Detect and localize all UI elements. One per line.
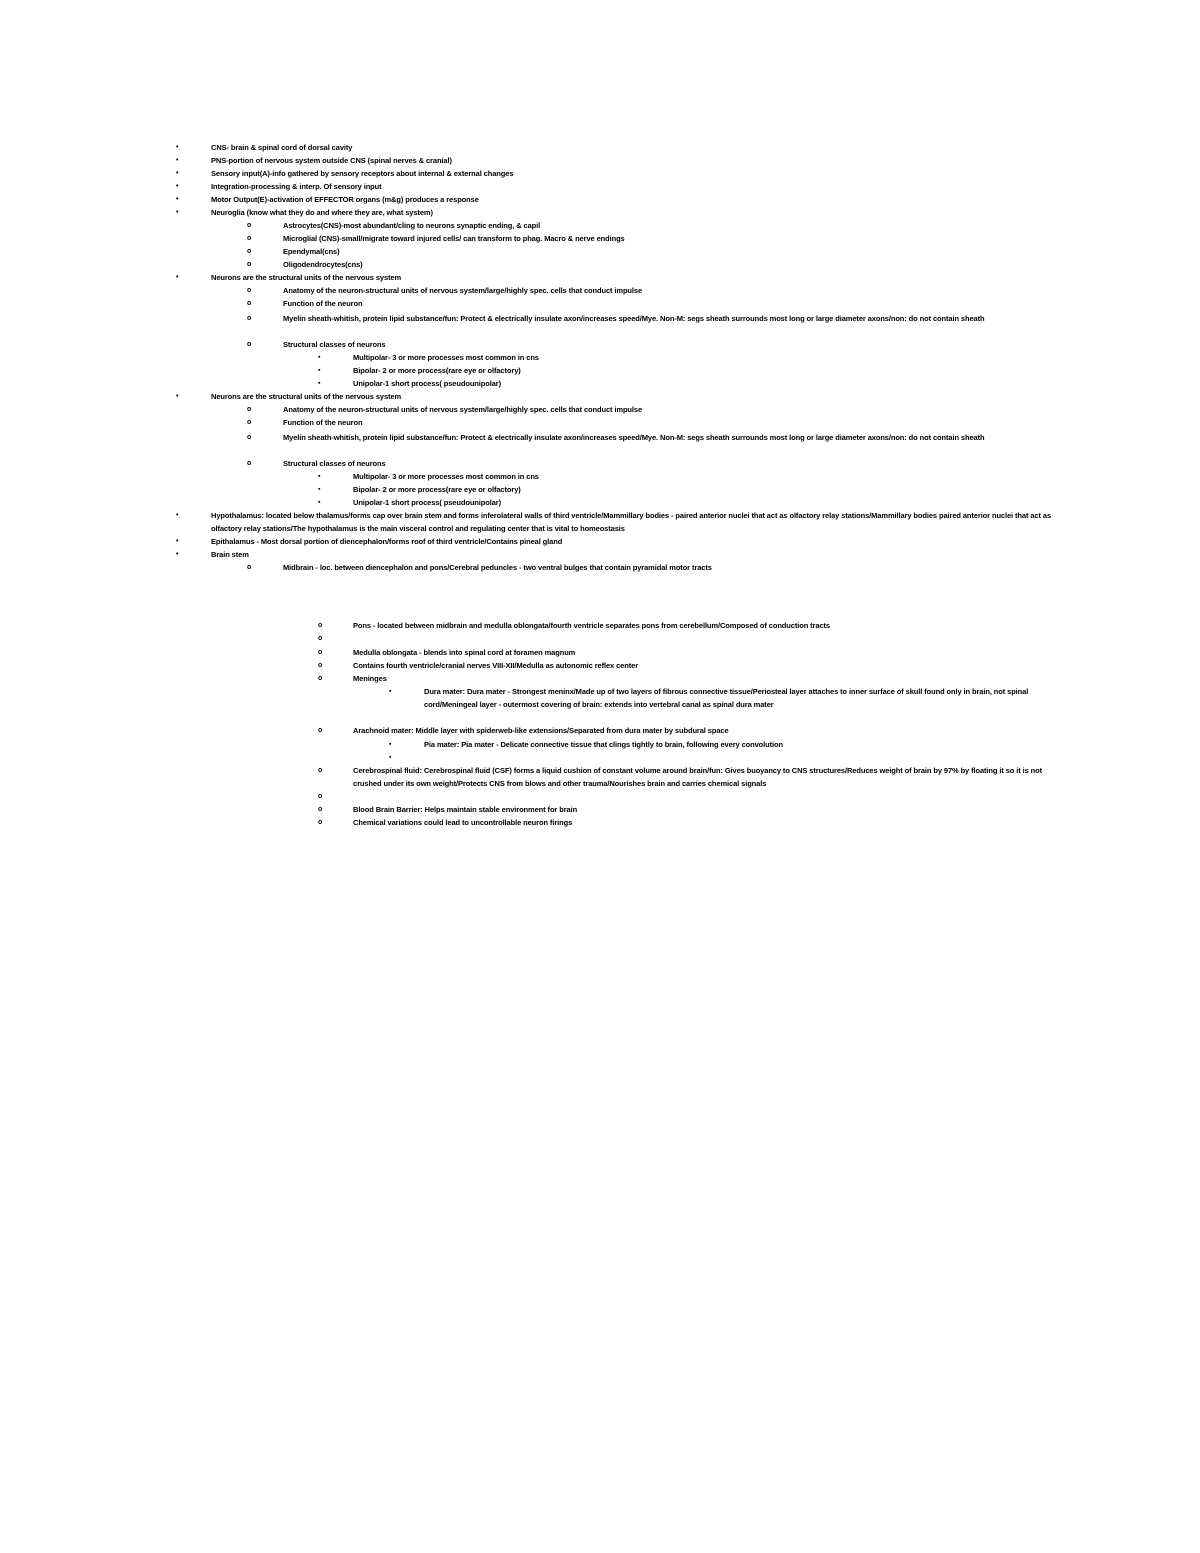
list-item: Microglial (CNS)-small/migrate toward injured cells/ can transform to phag. Macro & nerve endings	[283, 234, 625, 243]
list-item: Function of the neuron	[283, 299, 363, 308]
bullet-l2: o	[318, 767, 323, 774]
bullet-l3: ▪	[389, 754, 392, 761]
list-item: Bipolar- 2 or more process(rare eye or olfactory)	[353, 485, 521, 494]
list-item: Cerebrospinal fluid: Cerebrospinal fluid (CSF) forms a liquid cushion of constant volume around brain/fun: Gives buoyancy to CNS structures/Reduces weight of brain by 97% by floating it so it is not crushed under its own weight/Protects CNS from blows and other trauma/Nourishes brain and carries chemical signals	[353, 766, 1043, 788]
bullet-l3: ▪	[318, 380, 321, 387]
bullet-l2: o	[247, 419, 252, 426]
bullet-l2: o	[247, 434, 252, 441]
bullet-l2: o	[247, 287, 252, 294]
list-item: Structural classes of neurons	[283, 459, 386, 468]
bullet-l2: o	[247, 564, 252, 571]
list-item: Multipolar- 3 or more processes most common in cns	[353, 472, 539, 481]
bullet-l2: o	[247, 222, 252, 229]
bullet-l2: o	[318, 819, 323, 826]
list-item: Bipolar- 2 or more process(rare eye or olfactory)	[353, 366, 521, 375]
list-item: Hypothalamus: located below thalamus/forms cap over brain stem and forms inferolateral walls of third ventricle/Mammillary bodies - paired anterior nuclei that act as olfactory relay stations/Mammillary bodies paired anterior nuclei that act as olfactory relay stations/The hypothalamus is the main visceral control and regulating center that is vital to homeostasis	[211, 511, 1052, 533]
bullet-l2: o	[247, 261, 252, 268]
list-item: Structural classes of neurons	[283, 340, 386, 349]
bullet-l2: o	[247, 460, 252, 467]
bullet-l2: o	[318, 806, 323, 813]
list-item: Oligodendrocytes(cns)	[283, 260, 363, 269]
list-item: Astrocytes(CNS)-most abundant/cling to neurons synaptic ending, & capil	[283, 221, 541, 230]
list-item: Chemical variations could lead to uncontrollable neuron firings	[353, 818, 573, 827]
list-item: Neurons are the structural units of the nervous system	[211, 273, 402, 282]
bullet-l2: o	[318, 635, 323, 642]
bullet-l2: o	[247, 315, 252, 322]
list-item: Motor Output(E)-activation of EFFECTOR organs (m&g) produces a response	[211, 195, 479, 204]
list-item: Integration-processing & interp. Of sensory input	[211, 182, 382, 191]
bullet-l3: ▪	[318, 367, 321, 374]
list-item: Ependymal(cns)	[283, 247, 340, 256]
bullet-l2: o	[318, 675, 323, 682]
bullet-l3: ▪	[318, 473, 321, 480]
bullet-l3: ▪	[318, 499, 321, 506]
list-item: CNS- brain & spinal cord of dorsal cavity	[211, 143, 353, 152]
bullet-l3: ▪	[318, 486, 321, 493]
bullet-l2: o	[318, 649, 323, 656]
list-item: Neuroglia (know what they do and where they are, what system)	[211, 208, 433, 217]
list-item: Medulla oblongata - blends into spinal cord at foramen magnum	[353, 648, 576, 657]
list-item: Myelin sheath-whitish, protein lipid substance/fun: Protect & electrically insulate axon/increases speed/Mye. Non-M: segs sheath surrounds most long or large diameter axons/non: do not contain sheath	[283, 433, 985, 442]
list-item: Myelin sheath-whitish, protein lipid substance/fun: Protect & electrically insulate axon/increases speed/Mye. Non-M: segs sheath surrounds most long or large diameter axons/non: do not contain sheath	[283, 314, 985, 323]
list-item: Brain stem	[211, 550, 249, 559]
list-item: Epithalamus - Most dorsal portion of diencephalon/forms roof of third ventricle/Contains pineal gland	[211, 537, 563, 546]
list-item: Anatomy of the neuron-structural units of nervous system/large/highly spec. cells that conduct impulse	[283, 286, 643, 295]
list-item: Dura mater: Dura mater - Strongest meninx/Made up of two layers of fibrous connective tissue/Periosteal layer attaches to inner surface of skull found only in brain, not spinal cord/Meningeal layer - outermost covering of brain: extends into vertebral canal as spinal dura mater	[424, 687, 1029, 709]
bullet-l1: •	[176, 393, 179, 400]
bullet-l2: o	[247, 406, 252, 413]
list-item: Unipolar-1 short process( pseudounipolar)	[353, 379, 501, 388]
list-item: Multipolar- 3 or more processes most common in cns	[353, 353, 539, 362]
list-item: Neurons are the structural units of the nervous system	[211, 392, 402, 401]
bullet-l1: •	[176, 538, 179, 545]
bullet-l2: o	[247, 341, 252, 348]
bullet-l2: o	[247, 235, 252, 242]
bullet-l1: •	[176, 209, 179, 216]
bullet-l2: o	[318, 793, 323, 800]
bullet-l1: •	[176, 512, 179, 519]
bullet-l2: o	[247, 248, 252, 255]
list-item: Arachnoid mater: Middle layer with spiderweb-like extensions/Separated from dura mater by subdural space	[353, 726, 729, 735]
bullet-l1: •	[176, 144, 179, 151]
bullet-l3: ▪	[318, 354, 321, 361]
bullet-l1: •	[176, 183, 179, 190]
list-item: Pia mater: Pia mater - Delicate connective tissue that clings tightly to brain, following every convolution	[424, 740, 783, 749]
list-item: Meninges	[353, 674, 387, 683]
list-item: Blood Brain Barrier: Helps maintain stable environment for brain	[353, 805, 578, 814]
list-item: Sensory input(A)-info gathered by sensory receptors about internal & external changes	[211, 169, 514, 178]
bullet-l2: o	[318, 622, 323, 629]
bullet-l2: o	[318, 727, 323, 734]
bullet-l3: ▪	[389, 741, 392, 748]
bullet-l1: •	[176, 551, 179, 558]
list-item: PNS-portion of nervous system outside CNS (spinal nerves & cranial)	[211, 156, 452, 165]
bullet-l1: •	[176, 170, 179, 177]
bullet-l1: •	[176, 157, 179, 164]
list-item: Midbrain - loc. between diencephalon and pons/Cerebral peduncles - two ventral bulges that contain pyramidal motor tracts	[283, 563, 712, 572]
bullet-l1: •	[176, 274, 179, 281]
bullet-l3: ▪	[389, 688, 392, 695]
bullet-l2: o	[318, 662, 323, 669]
list-item: Function of the neuron	[283, 418, 363, 427]
list-item: Unipolar-1 short process( pseudounipolar)	[353, 498, 501, 507]
bullet-l1: •	[176, 196, 179, 203]
list-item: Contains fourth ventricle/cranial nerves VIII-XII/Medulla as autonomic reflex center	[353, 661, 639, 670]
list-item: Pons - located between midbrain and medulla oblongata/fourth ventricle separates pons from cerebellum/Composed of conduction tracts	[353, 621, 830, 630]
bullet-l2: o	[247, 300, 252, 307]
list-item: Anatomy of the neuron-structural units of nervous system/large/highly spec. cells that conduct impulse	[283, 405, 643, 414]
